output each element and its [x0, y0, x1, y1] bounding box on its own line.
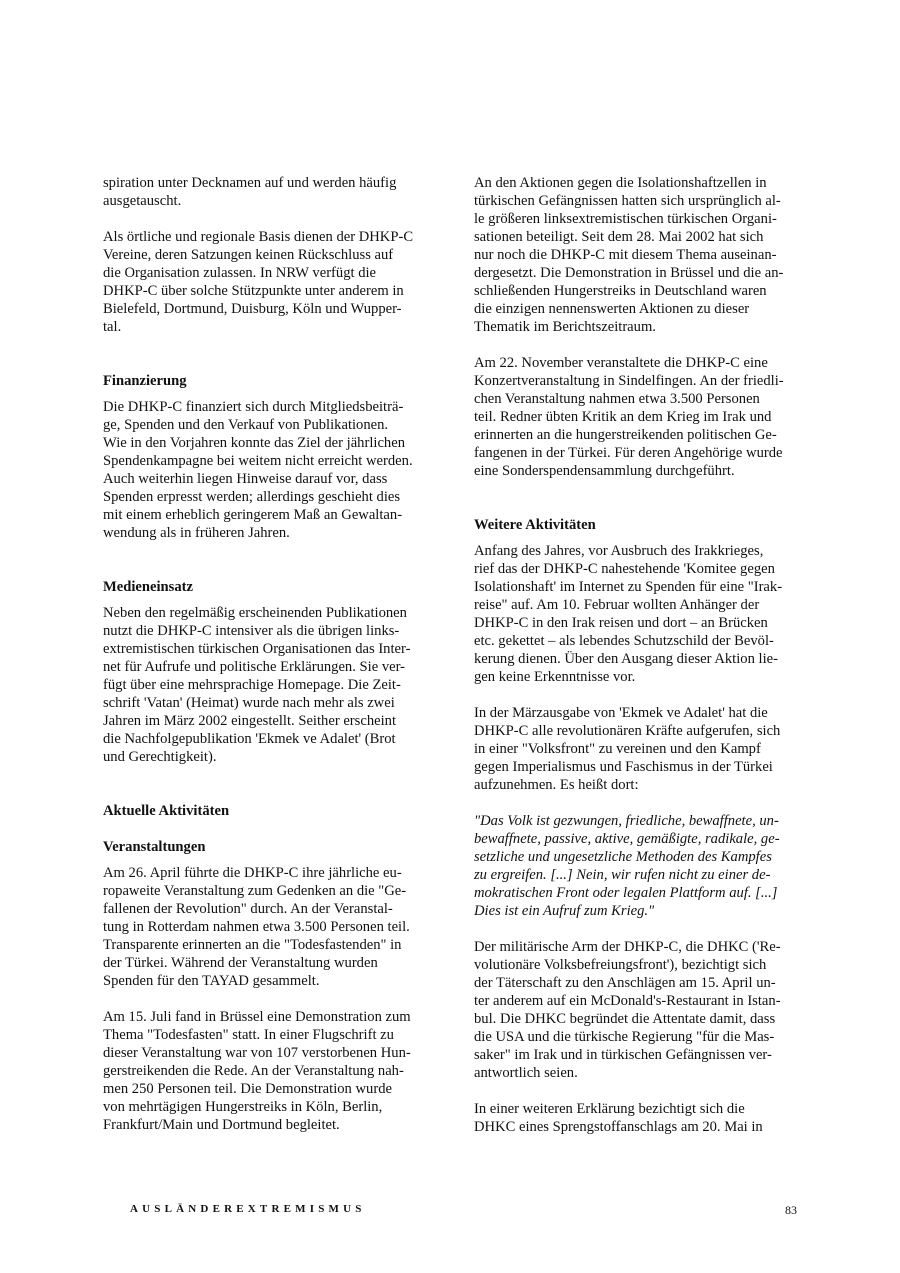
page-number: 83 — [785, 1203, 797, 1217]
right-column — [474, 174, 796, 1154]
paragraph: Am 15. Juli fand in Brüssel eine Demonstration zum Thema "Todesfasten" statt. In einer Flugschrift zu dieser Veranstaltung war von 107 verstorbenen Hun- gerstreikenden die Rede. An der Veranstaltung nah- men 250 Personen teil. Die Demonstration wurde von mehrtägigen Hungerstreiks in Köln, Berlin, Frankfurt/Main und Dortmund begleitet. — [103, 1009, 411, 1133]
paragraph: In einer weiteren Erklärung bezichtigt sich die DHKC eines Sprengstoffanschlags am 20. Mai in — [474, 1101, 763, 1135]
section-heading-finanzierung: Finanzierung — [103, 373, 187, 389]
paragraph: Neben den regelmäßig erscheinenden Publikationen nutzt die DHKP-C intensiver als die übrigen links- extremistischen türkischen Organisationen das Inter- net für Aufrufe und politische Erklärungen. Sie ver- fügt über eine mehrsprachige Homepage. Die Zeit- schrift 'Vatan' (Heimat) wurde nach mehr als zwei Jahren im März 2002 eingestellt. Seither erscheint die Nachfolgepublikation 'Ekmek ve Adalet' (Brot und Gerechtigkeit). — [103, 605, 411, 765]
paragraph: Der militärische Arm der DHKP-C, die DHKC ('Re- volutionäre Volksbefreiungsfront'), bezichtigt sich der Täterschaft zu den Anschlägen am 15. April un- ter anderem auf ein McDonald's-Restaurant in Istan- bul. Die DHKC begründet die Attentate damit, dass die USA und die türkische Regierung "für die Mas- saker" im Irak und in türkischen Gefängnissen ver- antwortlich seien. — [474, 939, 781, 1081]
section-heading-aktuelle-aktivitaeten: Aktuelle Aktivitäten — [103, 803, 230, 819]
left-column — [103, 174, 425, 1152]
quote-paragraph: "Das Volk ist gezwungen, friedliche, bewaffnete, un- bewaffnete, passive, aktive, gemäßigte, radikale, ge- setzliche und ungesetzliche Methoden des Kampfes zu ergreifen. [...] Nein, wir rufen nicht zu einer de- mokratischen Front oder legalen Plattform auf. [...] Dies ist ein Aufruf zum Krieg." — [474, 813, 780, 919]
paragraph: spiration unter Decknamen auf und werden häufig ausgetauscht. — [103, 175, 397, 209]
paragraph: Am 26. April führte die DHKP-C ihre jährliche eu- ropaweite Veranstaltung zum Gedenken an die "Ge- fallenen der Revolution" durch. An der Veranstal- tung in Rotterdam nahmen etwa 3.500 Personen teil. Transparente erinnerten an die "Todesfastenden" in der Türkei. Während der Veranstaltung wurden Spenden für den TAYAD gesammelt. — [103, 865, 410, 989]
paragraph: An den Aktionen gegen die Isolationshaftzellen in türkischen Gefängnissen hatten sich ursprünglich al- le größeren linksextremistischen türkischen Organi- sationen beteiligt. Seit dem 28. Mai 2002 hat sich nur noch die DHKP-C mit diesem Thema auseinan- dergesetzt. Die Demonstration in Brüssel und die an- schließenden Hungerstreiks in Deutschland waren die einzigen nennenswerten Aktionen zu dieser Thematik im Berichtszeitraum. — [474, 175, 784, 335]
paragraph: In der Märzausgabe von 'Ekmek ve Adalet' hat die DHKP-C alle revolutionären Kräfte aufgerufen, sich in einer "Volksfront" zu vereinen und den Kampf gegen Imperialismus und Faschismus in der Türkei aufzunehmen. Es heißt dort: — [474, 705, 781, 793]
paragraph: Anfang des Jahres, vor Ausbruch des Irakkrieges, rief das der DHKP-C nahestehende 'Komitee gegen Isolationshaft' im Internet zu Spenden für eine "Irak- reise" auf. Am 10. Februar wollten Anhänger der DHKP-C in den Irak reisen und dort – an Brücken etc. gekettet – als lebendes Schutzschild der Bevöl- kerung dienen. Über den Ausgang dieser Aktion lie- gen keine Erkenntnisse vor. — [474, 543, 783, 685]
paragraph: Die DHKP-C finanziert sich durch Mitgliedsbeiträ- ge, Spenden und den Verkauf von Publikationen. Wie in den Vorjahren konnte das Ziel der jährlichen Spendenkampagne bei weitem nicht erreicht werden. Auch weiterhin liegen Hinweise darauf vor, dass Spenden erpresst werden; allerdings geschieht dies mit einem erheblich geringerem Maß an Gewaltan- wendung als in früheren Jahren. — [103, 399, 413, 541]
section-heading-weitere-aktivitaeten: Weitere Aktivitäten — [474, 517, 596, 533]
paragraph: Am 22. November veranstaltete die DHKP-C eine Konzertveranstaltung in Sindelfingen. An der friedli- chen Veranstaltung nahmen etwa 3.500 Personen teil. Redner übten Kritik an dem Krieg im Irak und erinnerten an die hungerstreikenden politischen Ge- fangenen in der Türkei. Für deren Angehörige wurde eine Sonderspendensammlung durchgeführt. — [474, 355, 784, 479]
paragraph: Als örtliche und regionale Basis dienen der DHKP-C Vereine, deren Satzungen keinen Rückschluss auf die Organisation zulassen. In NRW verfügt die DHKP-C über solche Stützpunkte unter anderem in Bielefeld, Dortmund, Duisburg, Köln und Wupper- tal. — [103, 229, 414, 335]
section-heading-veranstaltungen: Veranstaltungen — [103, 839, 206, 855]
section-heading-medieneinsatz: Medieneinsatz — [103, 579, 193, 595]
footer-section-title: AUSLÄNDEREXTREMISMUS — [130, 1203, 366, 1215]
